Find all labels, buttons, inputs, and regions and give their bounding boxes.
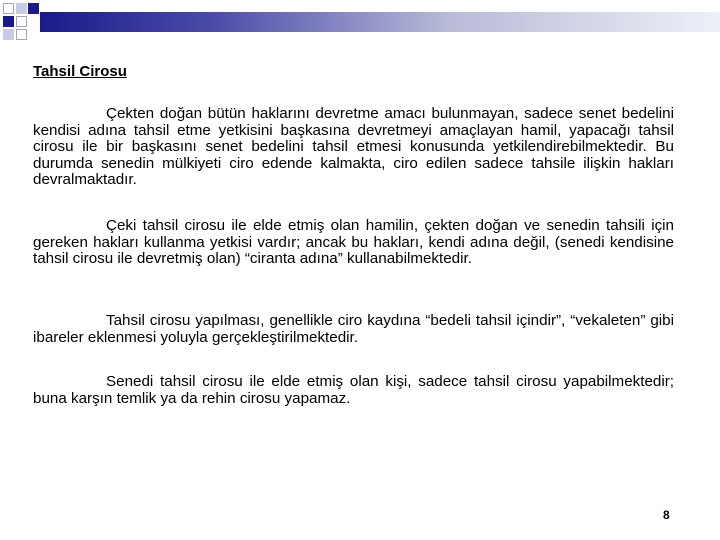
paragraph-1: Çekten doğan bütün haklarını devretme amacı bulunmayan, sadece senet bedelini kendisi adına tahsil etme yetkisini başkasına devretmeyi amaçlayan hamil, yapacağı tahsil cirosu ile bir başkasını senet bedelini tahsil etmesi konusunda yetkilendirebilmektedir. Bu durumda senedin mülkiyeti ciro edende kalmakta, ciro edilen sadece tahsile ilişkin hakları devralmaktadır. xyxy=(33,105,674,188)
decor-square xyxy=(3,29,14,40)
paragraph-2: Çeki tahsil cirosu ile elde etmiş olan hamilin, çekten doğan ve senedin tahsili için gereken hakları kullanma yetkisi vardır; ancak bu hakları, kendi adına değil, (senedi kendisine tahsil cirosu ile devretmiş olan) “ciranta adına” kullanabilmektedir. xyxy=(33,217,674,267)
slide-title: Tahsil Cirosu xyxy=(33,63,127,80)
paragraph-4: Senedi tahsil cirosu ile elde etmiş olan kişi, sadece tahsil cirosu yapabilmektedir; buna karşın temlik ya da rehin cirosu yapamaz. xyxy=(33,373,674,407)
decor-square xyxy=(16,3,27,14)
decor-square xyxy=(16,29,27,40)
page-number: 8 xyxy=(663,508,670,522)
decor-square xyxy=(3,16,14,27)
decor-square xyxy=(28,3,39,14)
header-decoration xyxy=(0,0,720,50)
decor-square xyxy=(16,16,27,27)
decor-square xyxy=(3,3,14,14)
header-gradient-bar xyxy=(40,12,720,32)
paragraph-3: Tahsil cirosu yapılması, genellikle ciro kaydına “bedeli tahsil içindir”, “vekaleten” gibi ibareler eklenmesi yoluyla gerçekleştirilmektedir. xyxy=(33,312,674,346)
